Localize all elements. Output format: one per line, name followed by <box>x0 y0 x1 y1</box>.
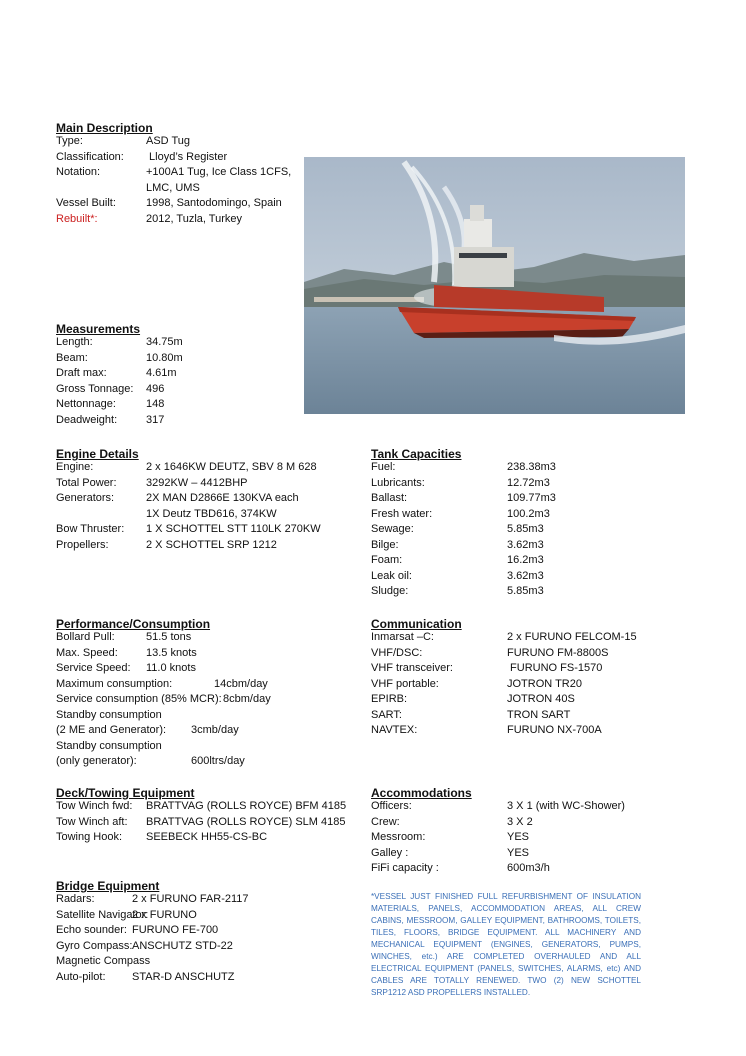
spec-value: Lloyd’s Register <box>146 150 228 163</box>
spec-value: 2 x FURUNO FAR-2117 <box>132 893 249 905</box>
measurements-heading: Measurements <box>56 322 141 336</box>
spec-row <box>56 135 296 151</box>
spec-value: 12.72m3 <box>507 476 550 489</box>
consumption-line <box>56 755 366 771</box>
spec-label: Deadweight: <box>56 413 118 426</box>
spec-row <box>371 477 671 493</box>
spec-row <box>371 492 671 508</box>
deck-towing-section <box>56 786 366 847</box>
spec-row <box>56 336 296 352</box>
spec-label: Total Power: <box>56 476 117 489</box>
spec-row <box>56 909 366 925</box>
spec-row <box>56 352 296 368</box>
consumption-label: Service consumption (85% MCR): <box>56 693 222 705</box>
spec-value: LMC, UMS <box>146 181 200 194</box>
spec-value: JOTRON TR20 <box>507 677 582 690</box>
spec-value: 3292KW – 4412BHP <box>146 476 248 489</box>
spec-value: BRATTVAG (ROLLS ROYCE) SLM 4185 <box>146 815 346 828</box>
bridge-equipment-section <box>56 879 366 986</box>
spec-label: VHF portable: <box>371 677 439 690</box>
spec-value: 2X MAN D2866E 130KVA each <box>146 492 299 504</box>
spec-label: Fuel: <box>371 461 396 473</box>
spec-label: Sludge: <box>371 585 409 597</box>
spec-row <box>371 508 671 524</box>
spec-value: 4.61m <box>146 367 177 379</box>
spec-value: 34.75m <box>146 336 183 348</box>
consumption-lines <box>56 678 366 771</box>
measurements-rows <box>56 336 296 429</box>
spec-row <box>371 539 671 555</box>
tank-capacities-heading: Tank Capacities <box>371 447 462 461</box>
spec-value: TRON SART <box>507 708 571 721</box>
spec-row <box>371 816 671 832</box>
spec-row <box>56 940 366 956</box>
spec-row <box>56 523 366 539</box>
spec-value: 5.85m3 <box>507 523 544 535</box>
spec-value: 3.62m3 <box>507 538 544 551</box>
spec-row <box>371 693 671 709</box>
consumption-value: 600ltrs/day <box>191 755 245 767</box>
consumption-label: Maximum consumption: <box>56 677 173 690</box>
spec-label: FiFi capacity : <box>371 862 439 874</box>
spec-label: Magnetic Compass <box>56 955 151 967</box>
consumption-line <box>56 724 366 740</box>
spec-value: BRATTVAG (ROLLS ROYCE) BFM 4185 <box>146 800 347 812</box>
spec-label: Towing Hook: <box>56 831 123 843</box>
spec-row <box>371 831 671 847</box>
spec-row <box>56 631 366 647</box>
engine-details-rows <box>56 461 366 554</box>
tank-capacities-rows <box>371 461 671 601</box>
spec-value: FURUNO FM-8800S <box>507 646 609 659</box>
accommodations-rows <box>371 800 671 878</box>
spec-label: Ballast: <box>371 492 408 504</box>
performance-rows <box>56 631 366 678</box>
spec-row <box>56 831 366 847</box>
consumption-line <box>56 740 366 756</box>
spec-label: Gyro Compass: <box>56 939 133 952</box>
spec-value: STAR-D ANSCHUTZ <box>132 970 235 983</box>
spec-value: 2 x 1646KW DEUTZ, SBV 8 M 628 <box>146 461 317 473</box>
spec-row <box>371 800 671 816</box>
main-description-heading: Main Description <box>56 121 153 135</box>
spec-value: YES <box>507 846 530 859</box>
consumption-value: 8cbm/day <box>223 693 271 705</box>
spec-label: Gross Tonnage: <box>56 382 134 395</box>
spec-label: Rebuilt*: <box>56 212 98 225</box>
spec-value: ANSCHUTZ STD-22 <box>132 939 233 952</box>
consumption-value: 14cbm/day <box>214 677 268 690</box>
deck-towing-heading: Deck/Towing Equipment <box>56 786 195 800</box>
spec-row <box>56 955 366 971</box>
spec-label: Propellers: <box>56 538 109 551</box>
communication-rows <box>371 631 671 740</box>
spec-row <box>56 151 296 167</box>
consumption-line <box>56 693 366 709</box>
spec-label: Notation: <box>56 166 101 178</box>
spec-value: ASD Tug <box>146 135 191 147</box>
spec-row <box>56 508 366 524</box>
spec-value: 13.5 knots <box>146 646 197 659</box>
spec-value: 496 <box>146 382 165 395</box>
engine-details-section <box>56 447 366 554</box>
spec-value: 3 X 1 (with WC-Shower) <box>507 800 625 812</box>
spec-value: 1 X SCHOTTEL STT 110LK 270KW <box>146 523 321 535</box>
spec-label: EPIRB: <box>371 693 408 705</box>
spec-value: 2012, Tuzla, Turkey <box>146 212 242 225</box>
consumption-label: (only generator): <box>56 755 137 767</box>
spec-label: Lubricants: <box>371 476 425 489</box>
spec-row <box>371 662 671 678</box>
accommodations-heading: Accommodations <box>371 786 472 800</box>
accommodations-section <box>371 786 671 878</box>
main-description-rows <box>56 135 296 228</box>
spec-label: Auto-pilot: <box>56 970 106 983</box>
deck-towing-rows <box>56 800 366 847</box>
spec-label: Max. Speed: <box>56 646 118 659</box>
spec-row <box>56 182 296 198</box>
spec-row <box>56 539 366 555</box>
spec-label: Satellite Navigator: <box>56 908 149 921</box>
spec-value: 11.0 knots <box>146 662 196 674</box>
spec-row <box>371 862 671 878</box>
spec-value: 2 x FURUNO FELCOM-15 <box>507 631 637 643</box>
spec-label: Engine: <box>56 461 94 473</box>
communication-heading: Communication <box>371 617 462 631</box>
main-description-section <box>56 121 296 228</box>
bridge-equipment-heading: Bridge Equipment <box>56 879 160 893</box>
spec-label: Draft max: <box>56 367 107 379</box>
spec-row <box>371 709 671 725</box>
spec-label: Length: <box>56 336 93 348</box>
spec-label: Leak oil: <box>371 569 412 582</box>
spec-label: Inmarsat –C: <box>371 631 434 643</box>
spec-value: 51.5 tons <box>146 631 192 643</box>
spec-label: VHF/DSC: <box>371 646 423 659</box>
spec-value: 317 <box>146 413 165 426</box>
spec-row <box>56 367 296 383</box>
refurbishment-note: *VESSEL JUST FINISHED FULL REFURBISHMENT OF INSULATION MATERIALS, PANELS, ACCOMMODATION AREAS, ALL CREW CABINS, MESSROOM, GALLEY EQUIPMENT, BATHROOMS, TOILETS, TILES, FLOORS, BRIDGE EQUIPMENT. ALL MACHINERY AND MECHANICAL EQUIPMENT (ENGINES, GENERATORS, PUMPS, WINCHES, etc.) ARE COMPLETED OVERHAULED AND ALL ELECTRICAL EQUIPMENT (PANELS, SWITCHES, ALARMS, etc) AND CABLES ARE TOTALLY RENEWED. TWO (2) NEW SCHOTTEL SRP1212 ASD PROPELLERS INSTALLED. <box>371 892 641 997</box>
spec-value: 5.85m3 <box>507 585 544 597</box>
performance-heading: Performance/Consumption <box>56 617 211 631</box>
communication-section <box>371 617 671 740</box>
spec-label: Type: <box>56 135 83 147</box>
tug-fire-fighting-image <box>304 157 685 414</box>
consumption-label: Standby consumption <box>56 708 162 721</box>
spec-row <box>56 662 366 678</box>
spec-value: 100.2m3 <box>507 507 550 520</box>
spec-value: 1998, Santodomingo, Spain <box>146 197 282 209</box>
spec-label: Bollard Pull: <box>56 631 115 643</box>
spec-row <box>371 647 671 663</box>
performance-section <box>56 617 366 771</box>
spec-row <box>56 477 366 493</box>
consumption-line <box>56 678 366 694</box>
spec-label: Officers: <box>371 800 412 812</box>
spec-value: 2 x FURUNO <box>132 908 197 921</box>
spec-row <box>56 461 366 477</box>
spec-value: YES <box>507 831 530 843</box>
spec-value: 2 X SCHOTTEL SRP 1212 <box>146 538 277 551</box>
consumption-label: (2 ME and Generator): <box>56 724 167 736</box>
spec-row <box>56 893 366 909</box>
spec-row <box>371 847 671 863</box>
bridge-equipment-rows <box>56 893 366 986</box>
spec-row <box>371 678 671 694</box>
spec-label: Sewage: <box>371 523 414 535</box>
spec-value: FURUNO FS-1570 <box>507 662 603 674</box>
spec-value: 10.80m <box>146 351 183 364</box>
spec-label: Galley : <box>371 846 409 859</box>
spec-label: Beam: <box>56 351 88 364</box>
spec-label: Tow Winch aft: <box>56 815 128 828</box>
spec-row <box>56 647 366 663</box>
spec-label: Messroom: <box>371 831 426 843</box>
spec-row <box>371 631 671 647</box>
spec-value: 1X Deutz TBD616, 374KW <box>146 507 277 520</box>
spec-value: 148 <box>146 398 165 410</box>
spec-row <box>56 197 296 213</box>
spec-row <box>56 816 366 832</box>
spec-label: Generators: <box>56 492 115 504</box>
spec-row <box>56 924 366 940</box>
spec-row <box>371 461 671 477</box>
consumption-label: Standby consumption <box>56 739 162 752</box>
spec-label: Service Speed: <box>56 662 131 674</box>
spec-row <box>371 554 671 570</box>
engine-details-heading: Engine Details <box>56 447 139 461</box>
spec-row <box>371 570 671 586</box>
spec-label: VHF transceiver: <box>371 662 453 674</box>
spec-label: Bilge: <box>371 538 399 551</box>
spec-label: Classification: <box>56 150 124 163</box>
measurements-section <box>56 322 296 429</box>
spec-value: FURUNO NX-700A <box>507 724 602 736</box>
spec-value: FURUNO FE-700 <box>132 924 219 936</box>
spec-row <box>56 492 366 508</box>
spec-label: Foam: <box>371 554 403 566</box>
spec-label: Fresh water: <box>371 507 433 520</box>
spec-label: Tow Winch fwd: <box>56 800 133 812</box>
consumption-line <box>56 709 366 725</box>
spec-row <box>56 166 296 182</box>
spec-value: SEEBECK HH55-CS-BC <box>146 831 268 843</box>
spec-value: 3.62m3 <box>507 569 544 582</box>
spec-row <box>56 414 296 430</box>
spec-value: 238.38m3 <box>507 461 556 473</box>
spec-value: 600m3/h <box>507 862 550 874</box>
spec-label: Nettonnage: <box>56 398 116 410</box>
spec-row <box>371 724 671 740</box>
spec-row <box>371 585 671 601</box>
spec-value: 3 X 2 <box>507 815 533 828</box>
spec-label: Vessel Built: <box>56 197 116 209</box>
spec-row <box>56 213 296 229</box>
spec-label: SART: <box>371 708 402 721</box>
spec-label: NAVTEX: <box>371 724 418 736</box>
vessel-photo <box>304 157 685 414</box>
spec-label: Crew: <box>371 815 400 828</box>
consumption-value: 3cmb/day <box>191 724 239 736</box>
spec-row <box>56 800 366 816</box>
tank-capacities-section <box>371 447 671 601</box>
spec-row <box>56 971 366 987</box>
spec-label: Echo sounder: <box>56 924 127 936</box>
spec-label: Radars: <box>56 893 95 905</box>
spec-row <box>56 398 296 414</box>
spec-row <box>371 523 671 539</box>
spec-value: JOTRON 40S <box>507 693 575 705</box>
spec-label: Bow Thruster: <box>56 523 125 535</box>
spec-value: 109.77m3 <box>507 492 556 504</box>
spec-row <box>56 383 296 399</box>
spec-value: +100A1 Tug, Ice Class 1CFS, <box>146 166 292 178</box>
spec-value: 16.2m3 <box>507 554 544 566</box>
